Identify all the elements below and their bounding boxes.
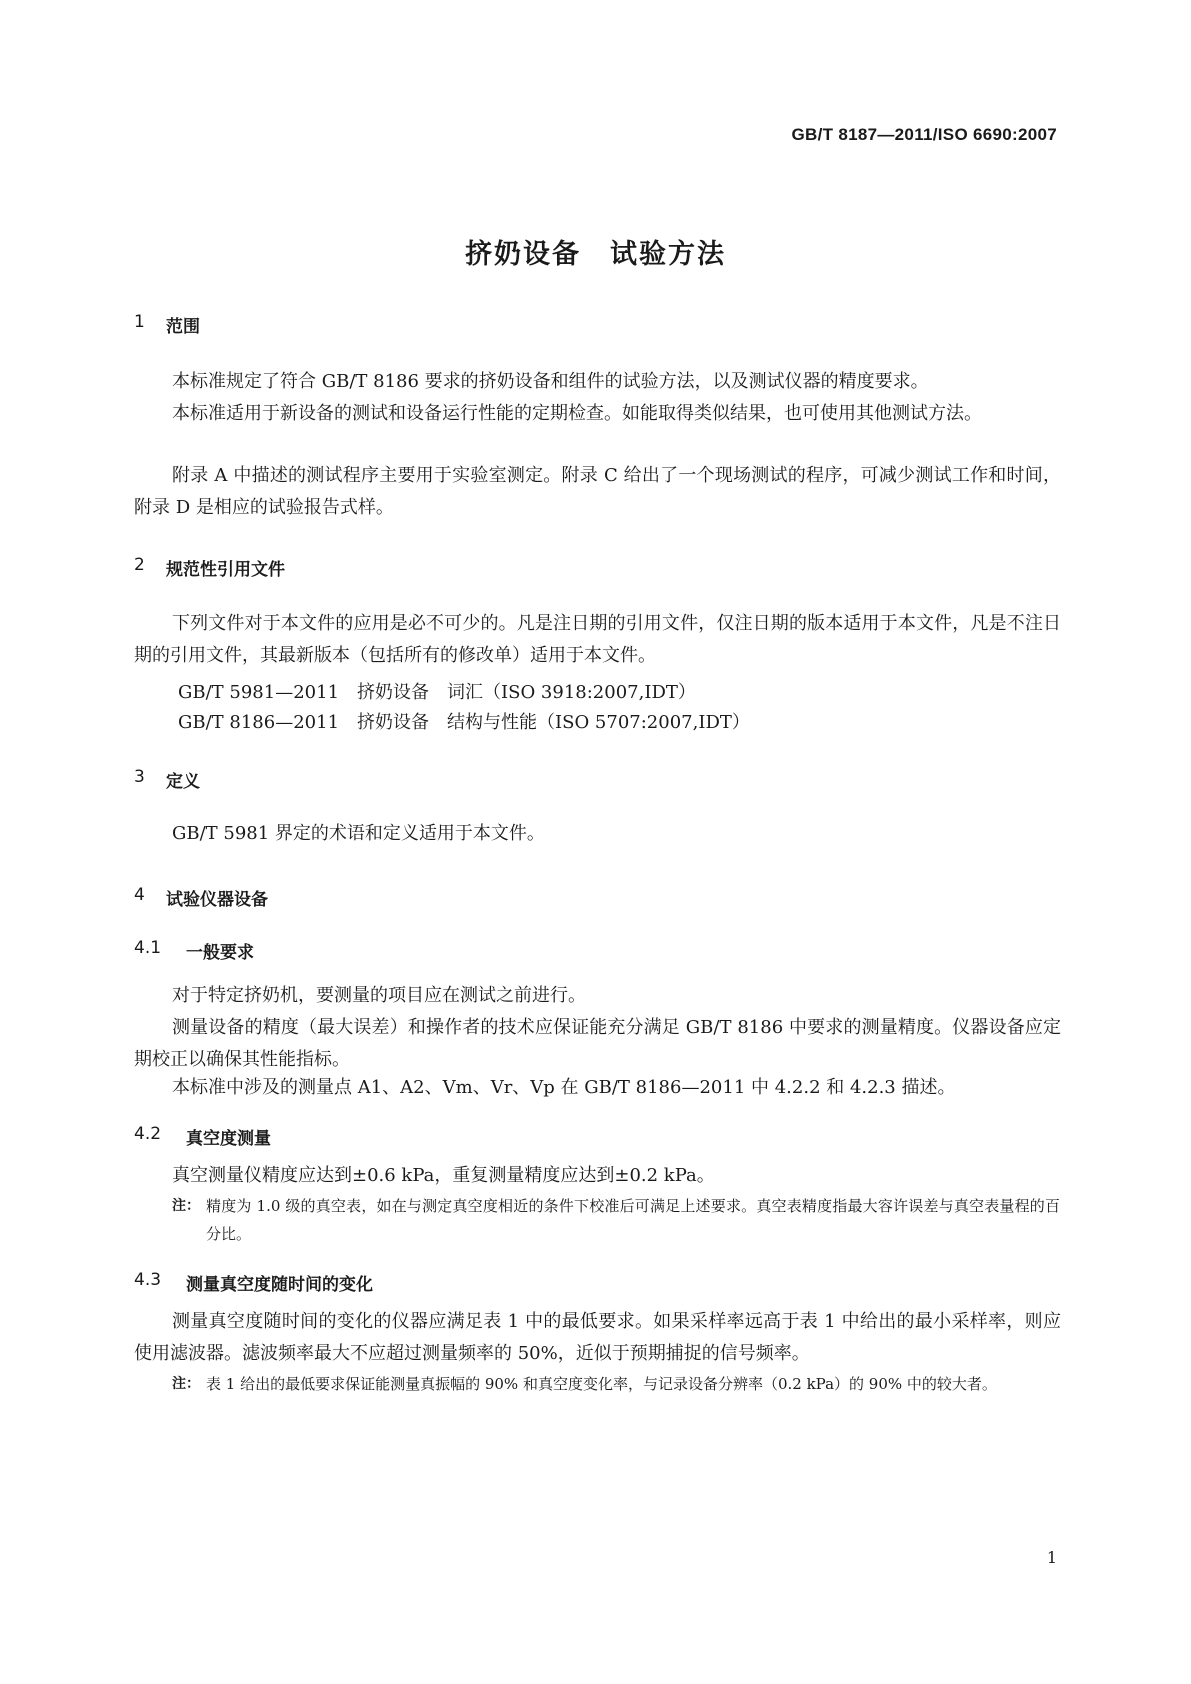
page-number: 1 — [1046, 1548, 1057, 1567]
note-text: 表 1 给出的最低要求保证能测量真振幅的 90% 和真空度变化率，与记录设备分辨率（0.2 kPa）的 90% 中的较大者。 — [206, 1375, 997, 1393]
note — [172, 1192, 1060, 1248]
section-title: 定义 — [166, 772, 200, 792]
paragraph: 本标准适用于新设备的测试和设备运行性能的定期检查。如能取得类似结果，也可使用其他测试方法。 — [172, 403, 982, 424]
section-title: 范围 — [166, 317, 200, 337]
paragraph: GB/T 5981 界定的术语和定义适用于本文件。 — [172, 823, 545, 844]
section-heading-test-equipment — [134, 885, 268, 910]
paragraph: 对于特定挤奶机，要测量的项目应在测试之前进行。 — [172, 985, 586, 1006]
subsection-number: 4.1 — [134, 938, 162, 958]
section-number: 4 — [134, 885, 145, 905]
paragraph: 本标准中涉及的测量点 A1、A2、Vm、Vr、Vp 在 GB/T 8186—2011 中 4.2.2 和 4.2.3 描述。 — [172, 1077, 956, 1098]
reference-item: GB/T 5981—2011 挤奶设备 词汇（ISO 3918:2007,IDT） — [178, 682, 696, 703]
section-number: 3 — [134, 767, 145, 787]
note-label: 注： — [172, 1198, 200, 1214]
paragraph: 附录 A 中描述的测试程序主要用于实验室测定。附录 C 给出了一个现场测试的程序，可减少测试工作和时间，附录 D 是相应的试验报告式样。 — [134, 465, 1061, 518]
section-heading-normative-references — [134, 555, 285, 580]
section-number: 1 — [134, 312, 145, 332]
note — [172, 1370, 1060, 1398]
paragraph: 测量真空度随时间的变化的仪器应满足表 1 中的最低要求。如果采样率远高于表 1 中给出的最小采样率，则应使用滤波器。滤波频率最大不应超过测量频率的 50%，近似于预期捕捉的信号频率。 — [134, 1311, 1061, 1364]
section-heading-definitions — [134, 767, 200, 792]
section-heading-scope — [134, 312, 200, 337]
section-title: 试验仪器设备 — [166, 890, 268, 910]
paragraph: 下列文件对于本文件的应用是必不可少的。凡是注日期的引用文件，仅注日期的版本适用于本文件，凡是不注日期的引用文件，其最新版本（包括所有的修改单）适用于本文件。 — [134, 613, 1061, 666]
paragraph: 测量设备的精度（最大误差）和操作者的技术应保证能充分满足 GB/T 8186 中要求的测量精度。仪器设备应定期校正以确保其性能指标。 — [134, 1017, 1061, 1070]
reference-item: GB/T 8186—2011 挤奶设备 结构与性能（ISO 5707:2007,IDT） — [178, 712, 750, 733]
subsection-number: 4.3 — [134, 1270, 162, 1290]
subsection-number: 4.2 — [134, 1124, 162, 1144]
paragraph: 真空测量仪精度应达到±0.6 kPa，重复测量精度应达到±0.2 kPa。 — [172, 1165, 715, 1186]
note-text: 精度为 1.0 级的真空表，如在与测定真空度相近的条件下校准后可满足上述要求。真空表精度指最大容许误差与真空表量程的百分比。 — [206, 1197, 1060, 1243]
subsection-title: 真空度测量 — [186, 1129, 271, 1149]
section-number: 2 — [134, 555, 145, 575]
section-title: 规范性引用文件 — [166, 560, 285, 580]
document-title: 挤奶设备 试验方法 — [465, 239, 726, 270]
subsection-heading-general — [134, 938, 254, 963]
standard-code: GB/T 8187—2011/ISO 6690:2007 — [791, 125, 1057, 144]
paragraph: 本标准规定了符合 GB/T 8186 要求的挤奶设备和组件的试验方法，以及测试仪器的精度要求。 — [172, 371, 929, 392]
subsection-title: 一般要求 — [186, 943, 254, 963]
subsection-heading-vacuum-variation — [134, 1270, 373, 1295]
subsection-title: 测量真空度随时间的变化 — [186, 1275, 373, 1295]
note-label: 注： — [172, 1376, 200, 1392]
subsection-heading-vacuum — [134, 1124, 271, 1149]
